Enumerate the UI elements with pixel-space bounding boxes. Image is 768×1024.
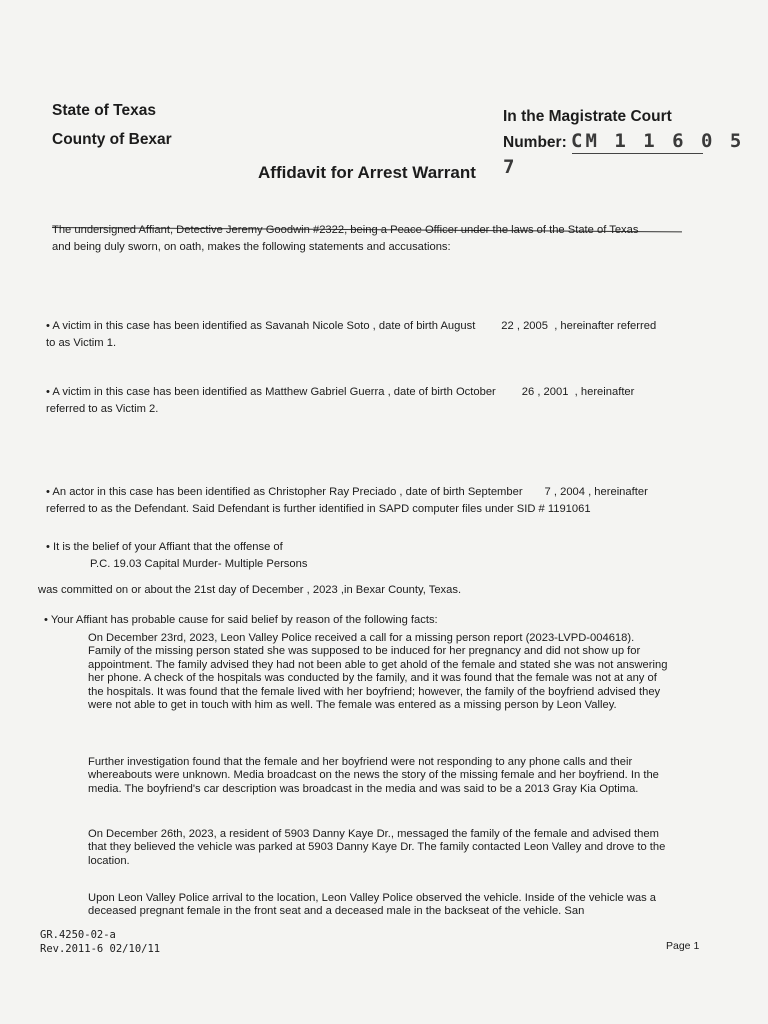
victim-1-dob: 22 , 2005	[501, 320, 548, 332]
county-label: County of Bexar	[52, 131, 172, 148]
form-revision: Rev.2011-6 02/10/11	[40, 943, 161, 955]
defendant-paragraph	[46, 484, 706, 518]
intro-paragraph	[52, 222, 692, 256]
form-identifier	[40, 928, 160, 956]
intro-line-1: The undersigned Affiant, Detective Jeremy Goodwin #2322, being a Peace Officer under the laws of the State of Texas	[52, 224, 639, 236]
intro-line-2: and being duly sworn, on oath, makes the following statements and accusations:	[52, 241, 451, 253]
defendant-prefix: • An actor in this case has been identified as Christopher Ray Preciado , date of birth September	[46, 486, 523, 498]
court-block	[503, 104, 768, 181]
form-id: GR.4250-02-a	[40, 929, 116, 941]
court-label: In the Magistrate Court	[503, 108, 672, 125]
fact-paragraph-2: Further investigation found that the female and her boyfriend were not responding to any phone calls and their whereabouts were unknown. Media broadcast on the news the story of the missing female and her boyfriend. In the media. The boyfriend's car description was broadcast in the media and was said to be a 2013 Gray Kia Optima.	[88, 756, 659, 795]
defendant-suffix: , hereinafter	[588, 486, 648, 498]
fact-paragraph-1: On December 23rd, 2023, Leon Valley Police received a call for a missing person report (2023-LVPD-004618). Family of the missing person stated she was supposed to be induced for her pregnancy and did not show up for appointment. The family advised they had not been able to get ahold of the female and stated she was not answering her phone. A check of the hospitals was conducted by the family, and it was found that the female was not at any of the hospitals. It was found that the female lived with her boyfriend; however, the family of the boyfriend advised they were not able to get in touch with him as well. The female was entered as a missing person by Leon Valley.	[88, 632, 668, 712]
defendant-line-2: referred to as the Defendant. Said Defendant is further identified in SAPD computer files under SID # 1191061	[46, 503, 591, 515]
victim-1-line-1	[46, 318, 706, 335]
page-number: Page 1	[666, 940, 700, 952]
victim-2-line-2: referred to as Victim 2.	[46, 403, 159, 415]
jurisdiction-block	[52, 96, 172, 154]
victim-2-suffix: , hereinafter	[574, 386, 635, 398]
victim-1-paragraph	[46, 318, 706, 352]
victim-2-line-1	[46, 384, 706, 401]
offense-committed-line: was committed on or about the 21st day of December , 2023 ,in Bexar County, Texas.	[38, 584, 462, 596]
case-number-row	[503, 129, 768, 181]
victim-2-dob: 26 , 2001	[521, 386, 569, 398]
belief-line: • It is the belief of your Affiant that the offense of	[46, 541, 283, 553]
victim-1-prefix: • A victim in this case has been identified as Savanah Nicole Soto , date of birth August	[46, 320, 476, 332]
fact-paragraph-3: On December 26th, 2023, a resident of 5903 Danny Kaye Dr., messaged the family of the female and advised them that they believed the vehicle was parked at 5903 Danny Kaye Dr. The family contacted Leon Valley and drove to the location.	[88, 828, 666, 867]
number-label: Number:	[503, 134, 567, 151]
document-title: Affidavit for Arrest Warrant	[258, 163, 476, 182]
victim-1-suffix: , hereinafter referred	[554, 320, 657, 332]
defendant-line-1	[46, 484, 706, 501]
case-number-underline	[572, 153, 703, 154]
case-number-stamp: CM 1 1 6 0 5 7	[503, 130, 745, 178]
victim-2-prefix: • A victim in this case has been identified as Matthew Gabriel Guerra , date of birth October	[46, 386, 496, 398]
victim-1-line-2: to as Victim 1.	[46, 337, 117, 349]
state-label: State of Texas	[52, 102, 156, 119]
probable-cause-intro: • Your Affiant has probable cause for said belief by reason of the following facts:	[44, 614, 438, 626]
defendant-dob: 7 , 2004	[544, 486, 585, 498]
victim-2-paragraph	[46, 384, 706, 418]
fact-paragraph-4: Upon Leon Valley Police arrival to the location, Leon Valley Police observed the vehicle. Inside of the vehicle was a deceased pregnant female in the front seat and a deceased male in the backseat of the vehicle. San	[88, 892, 656, 918]
offense-charge: P.C. 19.03 Capital Murder- Multiple Persons	[90, 558, 308, 570]
